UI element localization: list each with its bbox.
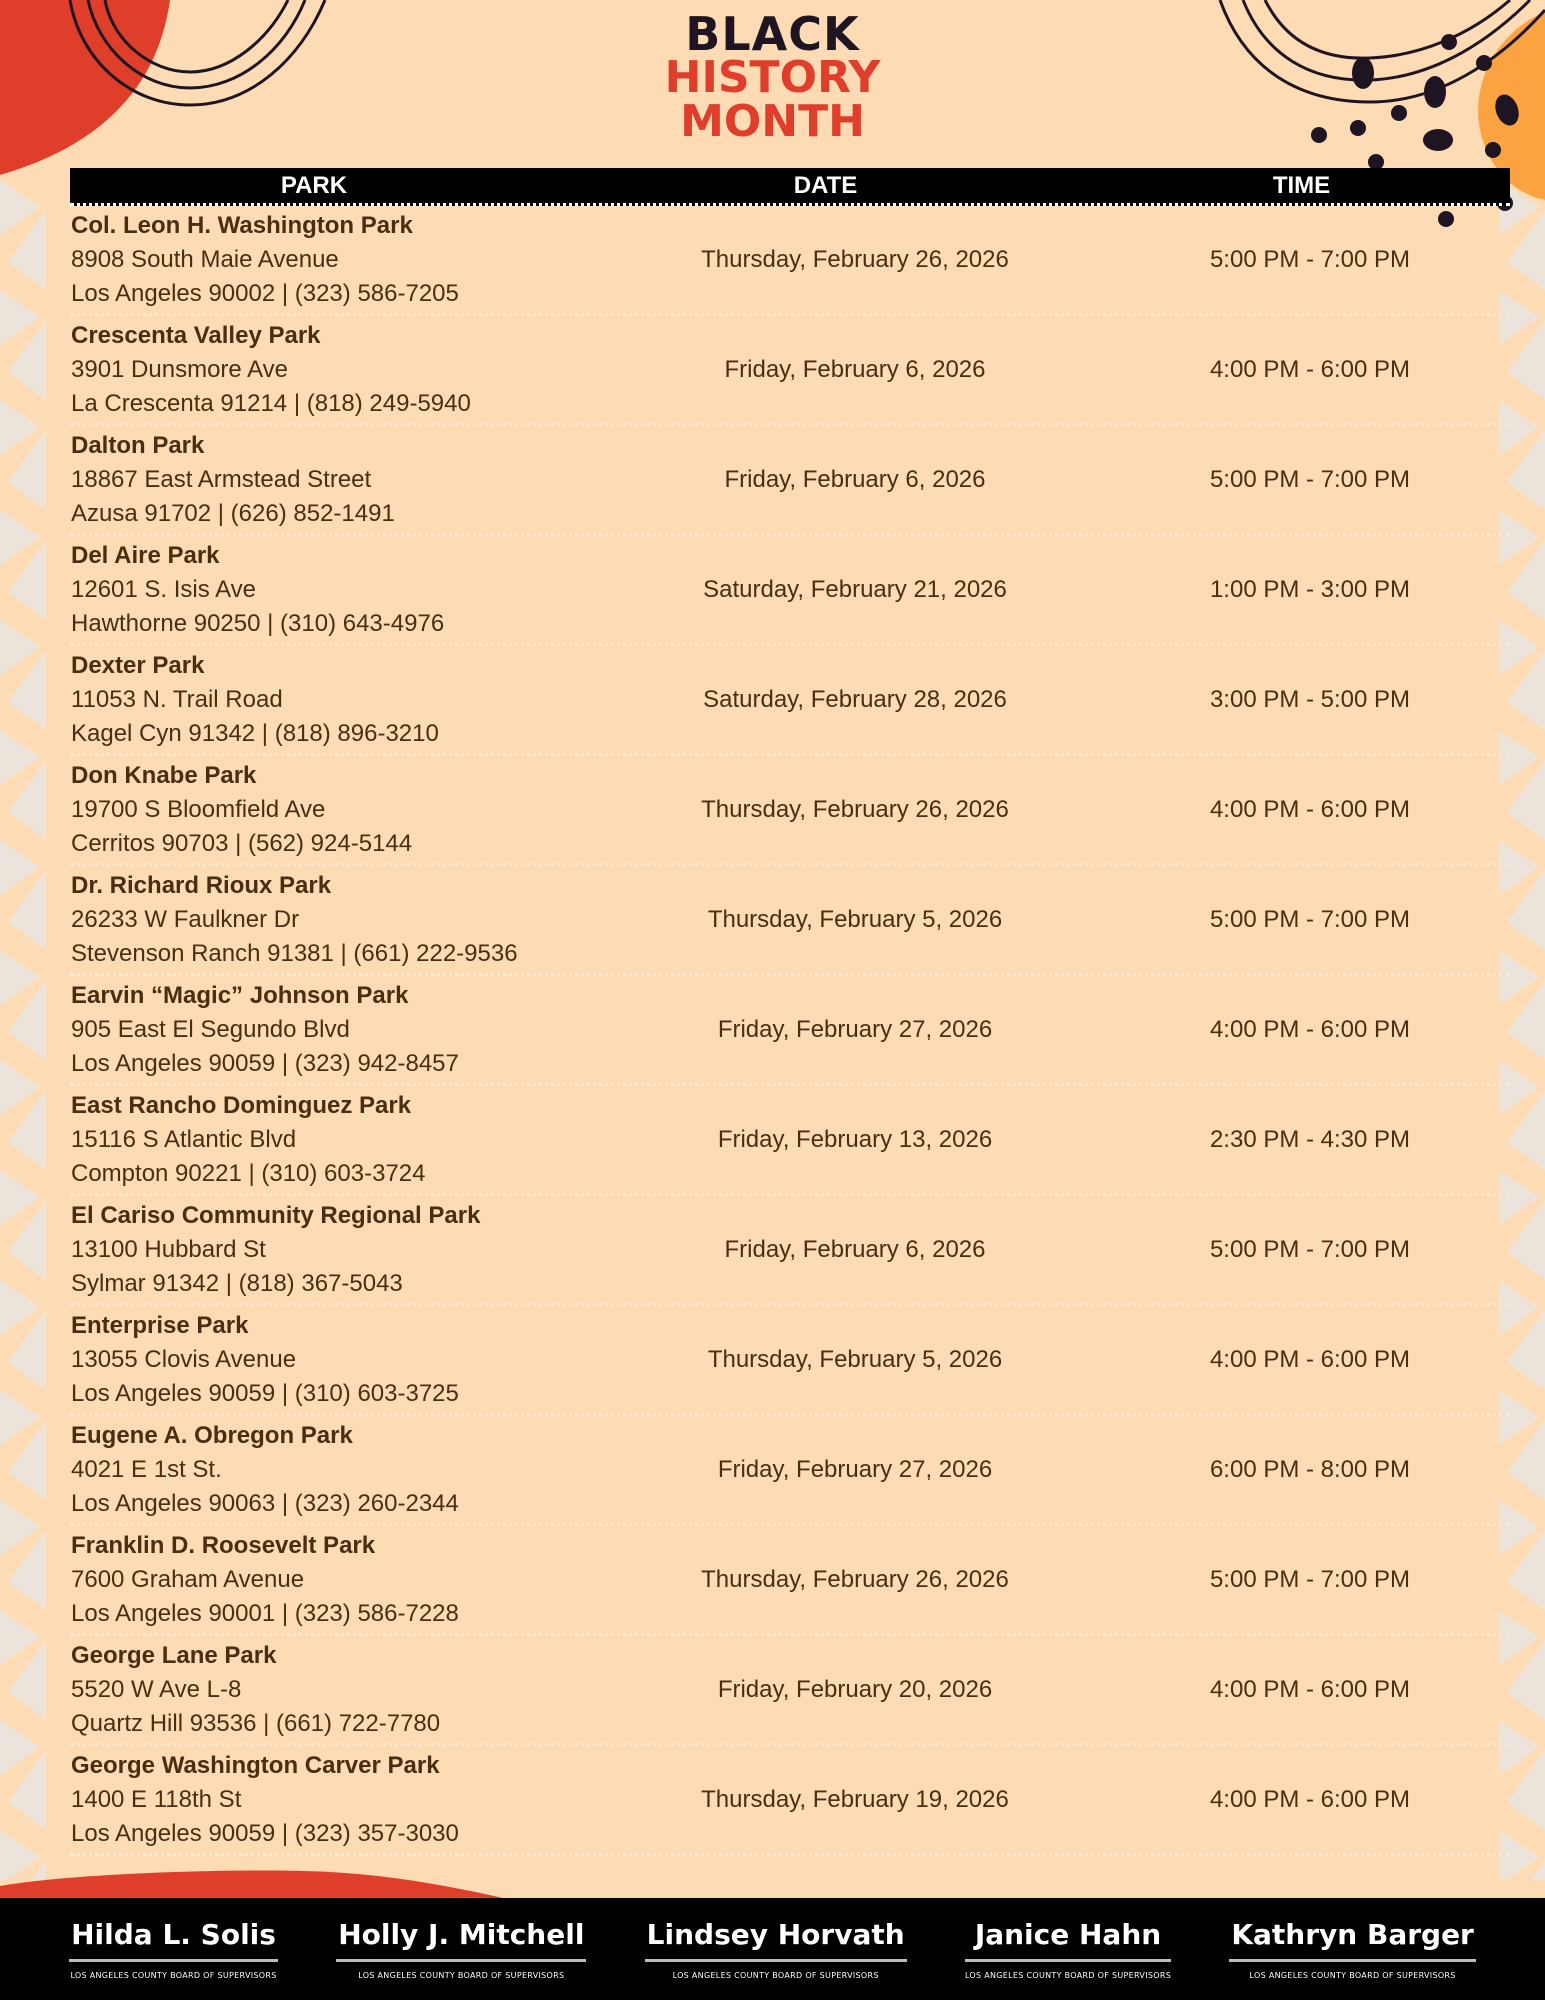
- park-cell: [70, 759, 600, 861]
- park-address: 3901 Dunsmore Ave: [71, 355, 289, 383]
- supervisor-3: [645, 1918, 907, 1980]
- park-cell: [70, 1529, 600, 1631]
- park-address: 15116 S Atlantic Blvd: [71, 1125, 297, 1153]
- park-city-phone: Los Angeles 90059 | (310) 603-3725: [71, 1379, 459, 1407]
- supervisor-name: Hilda L. Solis: [69, 1918, 278, 1962]
- bottom-red-curve-icon: [0, 1868, 520, 1902]
- park-name: Dalton Park: [71, 431, 205, 459]
- park-city-phone: Los Angeles 90002 | (323) 586-7205: [71, 279, 459, 307]
- time-cell: 5:00 PM - 7:00 PM: [1209, 245, 1411, 273]
- supervisor-name: Holly J. Mitchell: [336, 1918, 586, 1962]
- title-line-black: BLACK: [685, 7, 860, 61]
- park-address: 905 East El Segundo Blvd: [71, 1015, 350, 1043]
- table-row: [70, 1086, 1510, 1196]
- time-cell: 1:00 PM - 3:00 PM: [1209, 575, 1411, 603]
- park-cell: [70, 1199, 600, 1301]
- supervisor-role: LOS ANGELES COUNTY BOARD OF SUPERVISORS: [1249, 1971, 1456, 1980]
- table-row: [70, 646, 1510, 756]
- park-cell: [70, 539, 600, 641]
- supervisor-name: Lindsey Horvath: [645, 1918, 907, 1962]
- date-cell: Friday, February 27, 2026: [717, 1455, 993, 1483]
- table-row: [70, 1746, 1510, 1856]
- park-address: 13100 Hubbard St: [71, 1235, 266, 1263]
- time-cell: 5:00 PM - 7:00 PM: [1209, 465, 1411, 493]
- date-cell: Friday, February 27, 2026: [717, 1015, 993, 1043]
- table-row: [70, 536, 1510, 646]
- date-cell: Friday, February 20, 2026: [717, 1675, 993, 1703]
- date-cell: Friday, February 6, 2026: [724, 1235, 986, 1263]
- park-city-phone: Los Angeles 90063 | (323) 260-2344: [71, 1489, 459, 1517]
- park-address: 1400 E 118th St: [71, 1785, 242, 1813]
- park-address: 8908 South Maie Avenue: [71, 245, 339, 273]
- park-name: Enterprise Park: [71, 1311, 249, 1339]
- header-time: TIME: [1272, 171, 1331, 199]
- left-zigzag-pattern: [0, 180, 46, 1880]
- supervisor-role: LOS ANGELES COUNTY BOARD OF SUPERVISORS: [358, 1971, 565, 1980]
- park-name: Del Aire Park: [71, 541, 220, 569]
- header-park: PARK: [280, 171, 348, 199]
- park-address: 4021 E 1st St.: [71, 1455, 222, 1483]
- park-address: 13055 Clovis Avenue: [71, 1345, 297, 1373]
- date-cell: Thursday, February 26, 2026: [701, 245, 1009, 273]
- table-row: [70, 1196, 1510, 1306]
- time-cell: 4:00 PM - 6:00 PM: [1209, 1675, 1411, 1703]
- park-address: 26233 W Faulkner Dr: [71, 905, 300, 933]
- table-row: [70, 1636, 1510, 1746]
- table-row: [70, 1416, 1510, 1526]
- park-city-phone: Quartz Hill 93536 | (661) 722-7780: [71, 1709, 441, 1737]
- table-row: [70, 1526, 1510, 1636]
- triangle-pattern-icon: [0, 180, 46, 1880]
- time-cell: 4:00 PM - 6:00 PM: [1209, 795, 1411, 823]
- date-cell: Thursday, February 26, 2026: [701, 1565, 1009, 1593]
- park-city-phone: Los Angeles 90001 | (323) 586-7228: [71, 1599, 459, 1627]
- table-row: [70, 1306, 1510, 1416]
- date-cell: Friday, February 6, 2026: [724, 465, 986, 493]
- park-cell: [70, 319, 600, 421]
- park-name: Dexter Park: [71, 651, 205, 679]
- time-cell: 5:00 PM - 7:00 PM: [1209, 1565, 1411, 1593]
- time-cell: 4:00 PM - 6:00 PM: [1209, 1785, 1411, 1813]
- date-cell: Thursday, February 26, 2026: [701, 795, 1009, 823]
- page-title: [0, 7, 1545, 147]
- park-city-phone: Hawthorne 90250 | (310) 643-4976: [71, 609, 445, 637]
- park-name: Don Knabe Park: [71, 761, 257, 789]
- supervisor-name: Janice Hahn: [965, 1918, 1171, 1962]
- supervisor-1: [69, 1918, 278, 1980]
- supervisor-role: LOS ANGELES COUNTY BOARD OF SUPERVISORS: [964, 1971, 1172, 1980]
- time-cell: 6:00 PM - 8:00 PM: [1209, 1455, 1411, 1483]
- park-cell: [70, 979, 600, 1081]
- park-city-phone: Los Angeles 90059 | (323) 942-8457: [71, 1049, 459, 1077]
- title-line-history: HISTORY: [664, 52, 881, 103]
- park-city-phone: Los Angeles 90059 | (323) 357-3030: [71, 1819, 459, 1847]
- table-row: [70, 206, 1510, 316]
- time-cell: 3:00 PM - 5:00 PM: [1209, 685, 1411, 713]
- park-city-phone: Compton 90221 | (310) 603-3724: [71, 1159, 426, 1187]
- park-name: Crescenta Valley Park: [71, 321, 321, 349]
- time-cell: 2:30 PM - 4:30 PM: [1209, 1125, 1411, 1153]
- park-address: 12601 S. Isis Ave: [71, 575, 257, 603]
- date-cell: Thursday, February 5, 2026: [707, 1345, 1003, 1373]
- park-cell: [70, 429, 600, 531]
- date-cell: Saturday, February 21, 2026: [703, 575, 1007, 603]
- park-city-phone: Azusa 91702 | (626) 852-1491: [71, 499, 395, 527]
- table-row: [70, 316, 1510, 426]
- time-cell: 4:00 PM - 6:00 PM: [1209, 1015, 1411, 1043]
- park-city-phone: Sylmar 91342 | (818) 367-5043: [71, 1269, 403, 1297]
- table-row: [70, 426, 1510, 536]
- table-row: [70, 756, 1510, 866]
- table-row: [70, 976, 1510, 1086]
- header-date: DATE: [793, 171, 858, 199]
- table-header: [70, 168, 1510, 206]
- park-name: Eugene A. Obregon Park: [71, 1421, 353, 1449]
- time-cell: 5:00 PM - 7:00 PM: [1209, 905, 1411, 933]
- supervisor-2: [336, 1918, 586, 1980]
- park-address: 5520 W Ave L-8: [71, 1675, 242, 1703]
- supervisor-role: LOS ANGELES COUNTY BOARD OF SUPERVISORS: [70, 1971, 277, 1980]
- park-name: George Lane Park: [71, 1641, 277, 1669]
- supervisor-5: [1229, 1918, 1476, 1980]
- park-address: 18867 East Armstead Street: [71, 465, 372, 493]
- park-city-phone: Stevenson Ranch 91381 | (661) 222-9536: [71, 939, 518, 967]
- date-cell: Friday, February 13, 2026: [717, 1125, 993, 1153]
- park-address: 19700 S Bloomfield Ave: [71, 795, 326, 823]
- date-cell: Saturday, February 28, 2026: [703, 685, 1007, 713]
- park-cell: [70, 1419, 600, 1521]
- date-cell: Thursday, February 5, 2026: [707, 905, 1003, 933]
- park-name: Franklin D. Roosevelt Park: [71, 1531, 376, 1559]
- park-city-phone: Kagel Cyn 91342 | (818) 896-3210: [71, 719, 439, 747]
- park-cell: [70, 1309, 600, 1411]
- park-address: 11053 N. Trail Road: [71, 685, 283, 713]
- supervisor-4: [965, 1918, 1171, 1980]
- supervisor-role: LOS ANGELES COUNTY BOARD OF SUPERVISORS: [672, 1971, 879, 1980]
- time-cell: 5:00 PM - 7:00 PM: [1209, 1235, 1411, 1263]
- date-cell: Thursday, February 19, 2026: [701, 1785, 1009, 1813]
- title-line-month: MONTH: [680, 96, 865, 147]
- park-cell: [70, 869, 600, 971]
- park-name: Col. Leon H. Washington Park: [71, 211, 413, 239]
- park-cell: [70, 209, 600, 311]
- time-cell: 4:00 PM - 6:00 PM: [1209, 1345, 1411, 1373]
- park-name: George Washington Carver Park: [71, 1751, 440, 1779]
- time-cell: 4:00 PM - 6:00 PM: [1209, 355, 1411, 383]
- park-cell: [70, 1749, 600, 1851]
- date-cell: Friday, February 6, 2026: [724, 355, 986, 383]
- table-row: [70, 866, 1510, 976]
- table-body: [70, 206, 1510, 1856]
- park-cell: [70, 1639, 600, 1741]
- park-city-phone: Cerritos 90703 | (562) 924-5144: [71, 829, 413, 857]
- park-name: Earvin “Magic” Johnson Park: [71, 981, 409, 1009]
- park-cell: [70, 649, 600, 751]
- park-cell: [70, 1089, 600, 1191]
- park-name: Dr. Richard Rioux Park: [71, 871, 332, 899]
- footer-supervisors: [0, 1898, 1545, 2000]
- park-address: 7600 Graham Avenue: [71, 1565, 305, 1593]
- park-name: El Cariso Community Regional Park: [71, 1201, 481, 1229]
- park-city-phone: La Crescenta 91214 | (818) 249-5940: [71, 389, 471, 417]
- events-table: [70, 168, 1510, 1856]
- supervisor-name: Kathryn Barger: [1229, 1918, 1476, 1962]
- park-name: East Rancho Dominguez Park: [71, 1091, 412, 1119]
